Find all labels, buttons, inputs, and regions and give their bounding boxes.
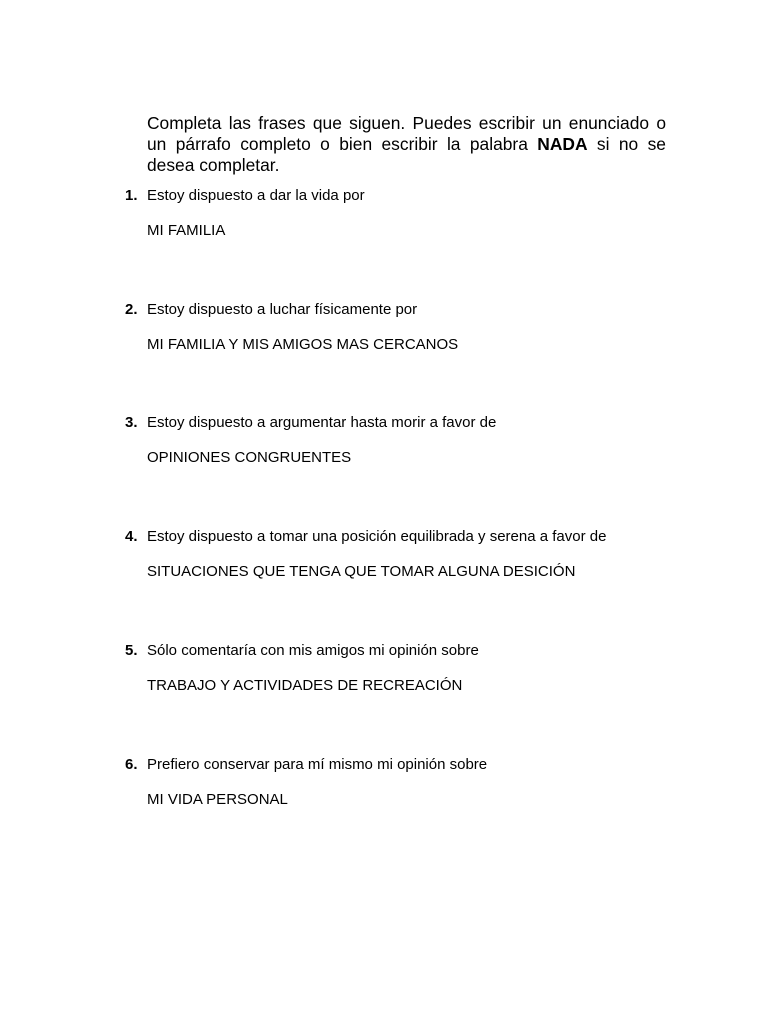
- question-prompt: Estoy dispuesto a luchar físicamente por: [147, 301, 418, 318]
- instructions-text-after: si no se desea completar.: [147, 134, 666, 175]
- question-number: 2.: [125, 301, 138, 318]
- question-answer: SITUACIONES QUE TENGA QUE TOMAR ALGUNA DESICIÓN: [147, 563, 576, 580]
- question-answer: OPINIONES CONGRUENTES: [147, 449, 352, 466]
- question-answer: MI FAMILIA Y MIS AMIGOS MAS CERCANOS: [147, 336, 459, 353]
- question-prompt: Estoy dispuesto a dar la vida por: [147, 187, 365, 204]
- question-prompt: Prefiero conservar para mí mismo mi opinión sobre: [147, 756, 488, 773]
- instructions-text-before: Completa las frases que siguen. Puedes escribir un enunciado o un párrafo completo o bien escribir la palabra: [147, 113, 666, 154]
- question-answer: MI VIDA PERSONAL: [147, 791, 288, 808]
- instructions-paragraph: [147, 113, 666, 176]
- question-prompt: Estoy dispuesto a tomar una posición equilibrada y serena a favor de: [147, 528, 607, 545]
- question-prompt: Sólo comentaría con mis amigos mi opinión sobre: [147, 642, 479, 659]
- question-number: 3.: [125, 414, 138, 431]
- question-prompt: Estoy dispuesto a argumentar hasta morir a favor de: [147, 414, 497, 431]
- question-number: 1.: [125, 187, 138, 204]
- question-answer: TRABAJO Y ACTIVIDADES DE RECREACIÓN: [147, 677, 463, 694]
- question-number: 4.: [125, 528, 138, 545]
- question-number: 5.: [125, 642, 138, 659]
- question-number: 6.: [125, 756, 138, 773]
- instructions-keyword: NADA: [537, 134, 588, 154]
- question-answer: MI FAMILIA: [147, 222, 226, 239]
